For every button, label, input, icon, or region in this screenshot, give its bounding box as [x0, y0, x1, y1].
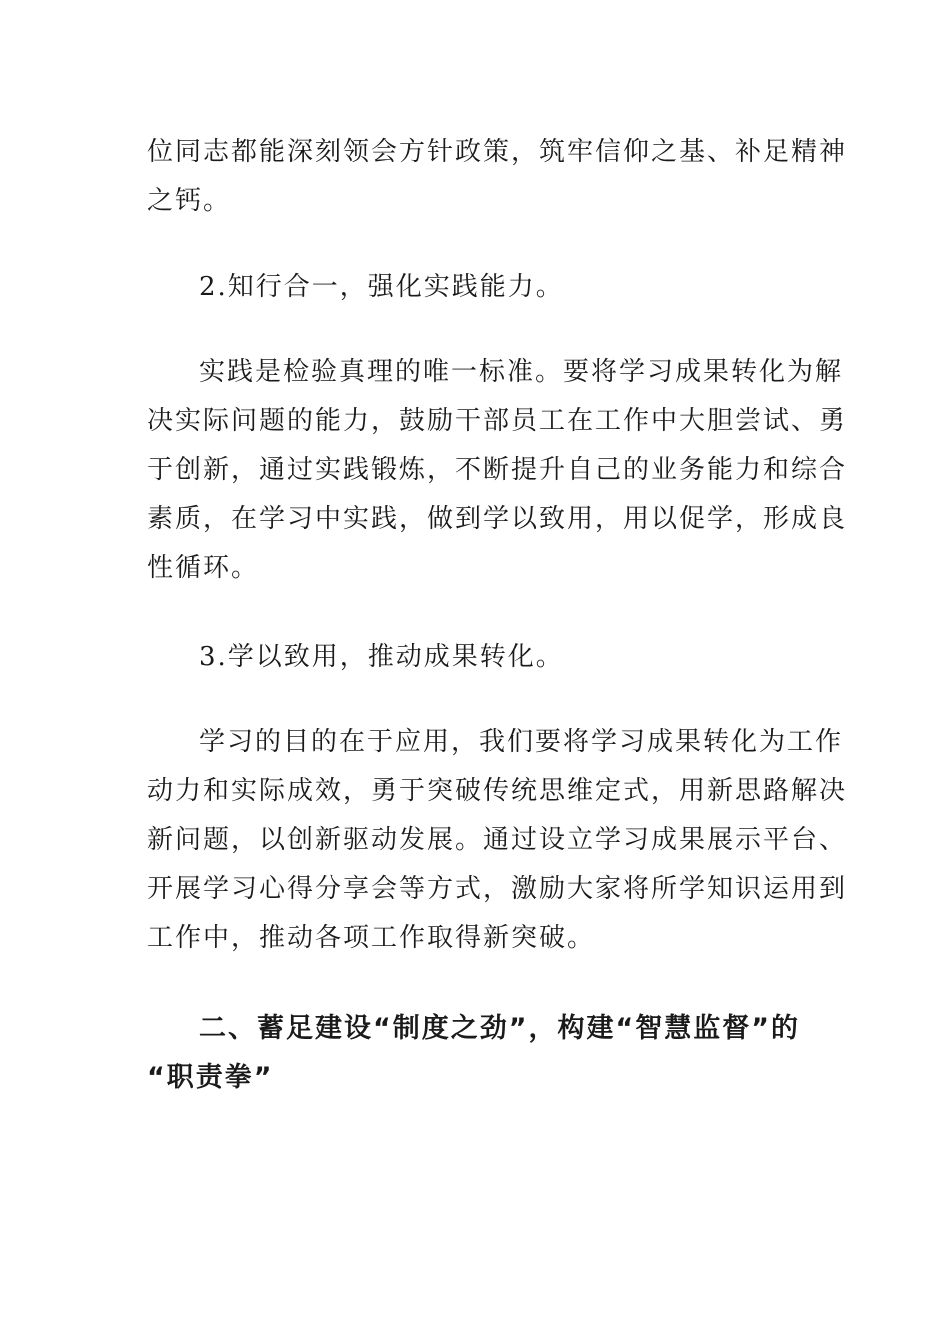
item-3-body	[147, 718, 848, 963]
text-line: 3.学以致用，推动成果转化。	[199, 642, 564, 672]
text-line: 之钙。	[147, 186, 232, 216]
text-line: 决实际问题的能力，鼓励干部员工在工作中大胆尝试、勇	[147, 406, 848, 436]
item-3-title	[147, 633, 787, 682]
text-line: 新问题，以创新驱动发展。通过设立学习成果展示平台、	[147, 825, 848, 855]
text-line: 实践是检验真理的唯一标准。要将学习成果转化为解	[199, 357, 844, 387]
text-line: 动力和实际成效，勇于突破传统思维定式，用新思路解决	[147, 776, 848, 806]
item-2-body	[147, 348, 848, 593]
text-line: 位同志都能深刻领会方针政策，筑牢信仰之基、补足精神	[147, 137, 848, 167]
heading-line: “职责拳”	[147, 1062, 274, 1093]
section-heading	[147, 1004, 800, 1102]
item-2-title	[147, 263, 787, 312]
text-line: 开展学习心得分享会等方式，激励大家将所学知识运用到	[147, 874, 848, 904]
text-line: 于创新，通过实践锻炼，不断提升自己的业务能力和综合	[147, 455, 848, 485]
heading-line: 二、蓄足建设“制度之劲”，构建“智慧监督”的	[199, 1013, 800, 1044]
text-line: 性循环。	[147, 553, 260, 583]
text-line: 学习的目的在于应用，我们要将学习成果转化为工作	[199, 727, 844, 757]
text-line: 2.知行合一，强化实践能力。	[199, 272, 564, 302]
text-line: 素质，在学习中实践，做到学以致用，用以促学，形成良	[147, 504, 848, 534]
text-line: 工作中，推动各项工作取得新突破。	[147, 923, 596, 953]
paragraph-continuation	[147, 128, 848, 226]
